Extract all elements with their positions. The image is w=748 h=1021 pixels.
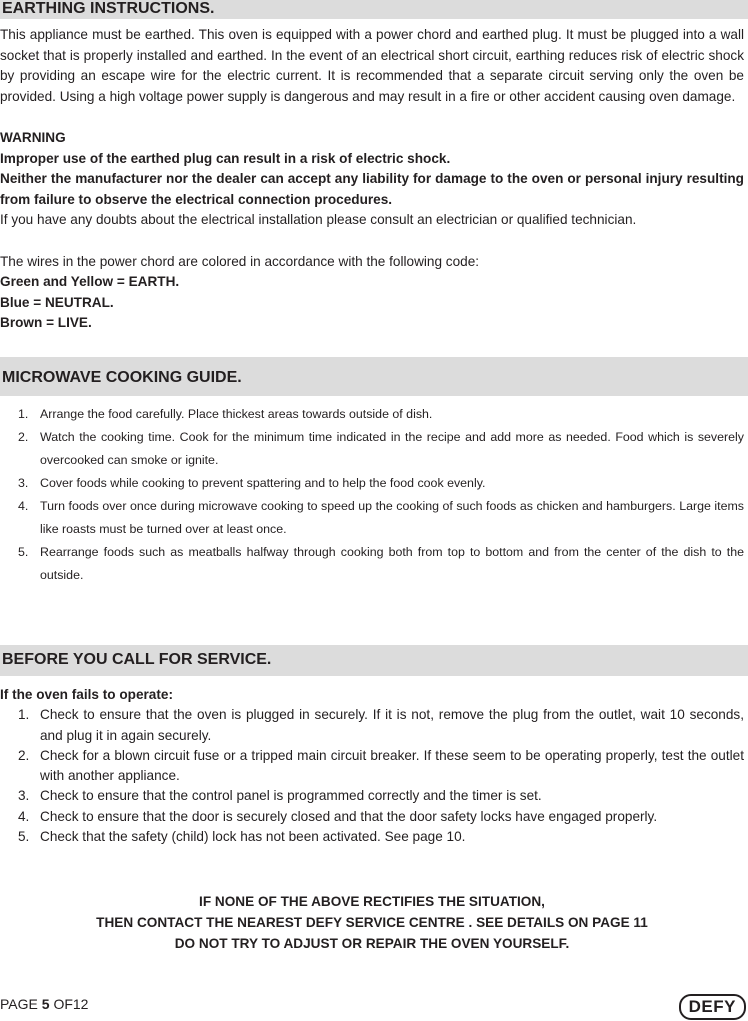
item-text: Arrange the food carefully. Place thickest areas towards outside of dish. (40, 407, 433, 421)
item-number: 3. (18, 788, 30, 804)
page-prefix: PAGE (0, 996, 42, 1012)
item-number: 2. (18, 747, 30, 763)
list-item (0, 495, 744, 541)
warning-label: WARNING (0, 129, 66, 145)
list-item (0, 746, 744, 787)
wire-code-live: Brown = LIVE. (0, 315, 92, 331)
service-notice (0, 892, 744, 954)
wire-code-earth: Green and Yellow = EARTH. (0, 274, 180, 290)
microwave-guide (0, 403, 744, 587)
item-text: Check that the safety (child) lock has not been activated. See page 10. (40, 829, 466, 845)
list-item (0, 827, 744, 847)
item-text: Turn foods over once during microwave cooking to speed up the cooking of such foods as chicken and hamburgers. Large items like roasts must be turned over at least once. (40, 499, 744, 536)
page-total: OF12 (49, 996, 89, 1012)
list-item (0, 426, 744, 472)
section-heading-earthing: EARTHING INSTRUCTIONS. (0, 0, 748, 19)
item-text: Watch the cooking time. Cook for the minimum time indicated in the recipe and add more as needed. Food which is severely overcooked can smoke or ignite. (40, 430, 744, 467)
item-number: 2. (18, 430, 29, 444)
doubts-text: If you have any doubts about the electrical installation please consult an electrician or qualified technician. (0, 212, 637, 228)
page-number (0, 996, 88, 1012)
earthing-intro: This appliance must be earthed. This oven is equipped with a power chord and earthed plug. It must be plugged into a wall socket that is properly installed and earthed. In the event of an electrical short circuit, earthing reduces risk of electric shock by providing an escape wire for the electric current. It is recommended that a separate circuit serving only the oven be provided. Using a high voltage power supply is dangerous and may result in a fire or other accident causing oven damage. (0, 27, 744, 104)
service-subtitle: If the oven fails to operate: (0, 687, 173, 702)
item-number: 3. (18, 476, 29, 490)
item-text: Rearrange foods such as meatballs halfway through cooking both from top to bottom and from the center of the dish to the outside. (40, 545, 744, 582)
list-item (0, 807, 744, 827)
list-item (0, 403, 744, 426)
list-item (0, 472, 744, 495)
warning-text-1: Improper use of the earthed plug can result in a risk of electric shock. (0, 150, 451, 166)
item-text: Check for a blown circuit fuse or a tripped main circuit breaker. If these seem to be operating properly, test the outlet with another appliance. (40, 747, 744, 784)
item-text: Check to ensure that the control panel is programmed correctly and the timer is set. (40, 788, 542, 804)
defy-logo: DEFY (679, 994, 746, 1020)
list-item (0, 705, 744, 746)
item-number: 5. (18, 545, 29, 559)
notice-line: DO NOT TRY TO ADJUST OR REPAIR THE OVEN YOURSELF. (174, 935, 570, 951)
item-text: Check to ensure that the door is securely closed and that the door safety locks have engaged properly. (40, 808, 658, 824)
list-item (0, 786, 744, 806)
service-section (0, 685, 744, 847)
section-heading-microwave: MICROWAVE COOKING GUIDE. (0, 357, 748, 396)
list-item (0, 541, 744, 587)
wires-text: The wires in the power chord are colored in accordance with the following code: (0, 253, 480, 269)
item-text: Cover foods while cooking to prevent spattering and to help the food cook evenly. (40, 476, 486, 490)
wire-code-neutral: Blue = NEUTRAL. (0, 294, 114, 310)
notice-line: THEN CONTACT THE NEAREST DEFY SERVICE CENTRE . SEE DETAILS ON PAGE 11 (96, 914, 648, 930)
item-text: Check to ensure that the oven is plugged in securely. If it is not, remove the plug from the outlet, wait 10 seconds, and plug it in again securely. (40, 707, 744, 743)
item-number: 5. (18, 829, 30, 845)
item-number: 4. (18, 499, 29, 513)
item-number: 1. (18, 707, 30, 723)
item-number: 1. (18, 407, 29, 421)
warning-text-2: Neither the manufacturer nor the dealer can accept any liability for damage to the oven or personal injury resulting from failure to observe the electrical connection procedures. (0, 171, 744, 207)
current-page: 5 (41, 996, 50, 1012)
section-heading-service: BEFORE YOU CALL FOR SERVICE. (0, 645, 748, 676)
item-number: 4. (18, 808, 30, 824)
notice-line: IF NONE OF THE ABOVE RECTIFIES THE SITUATION, (199, 894, 545, 909)
earthing-section (0, 25, 744, 334)
